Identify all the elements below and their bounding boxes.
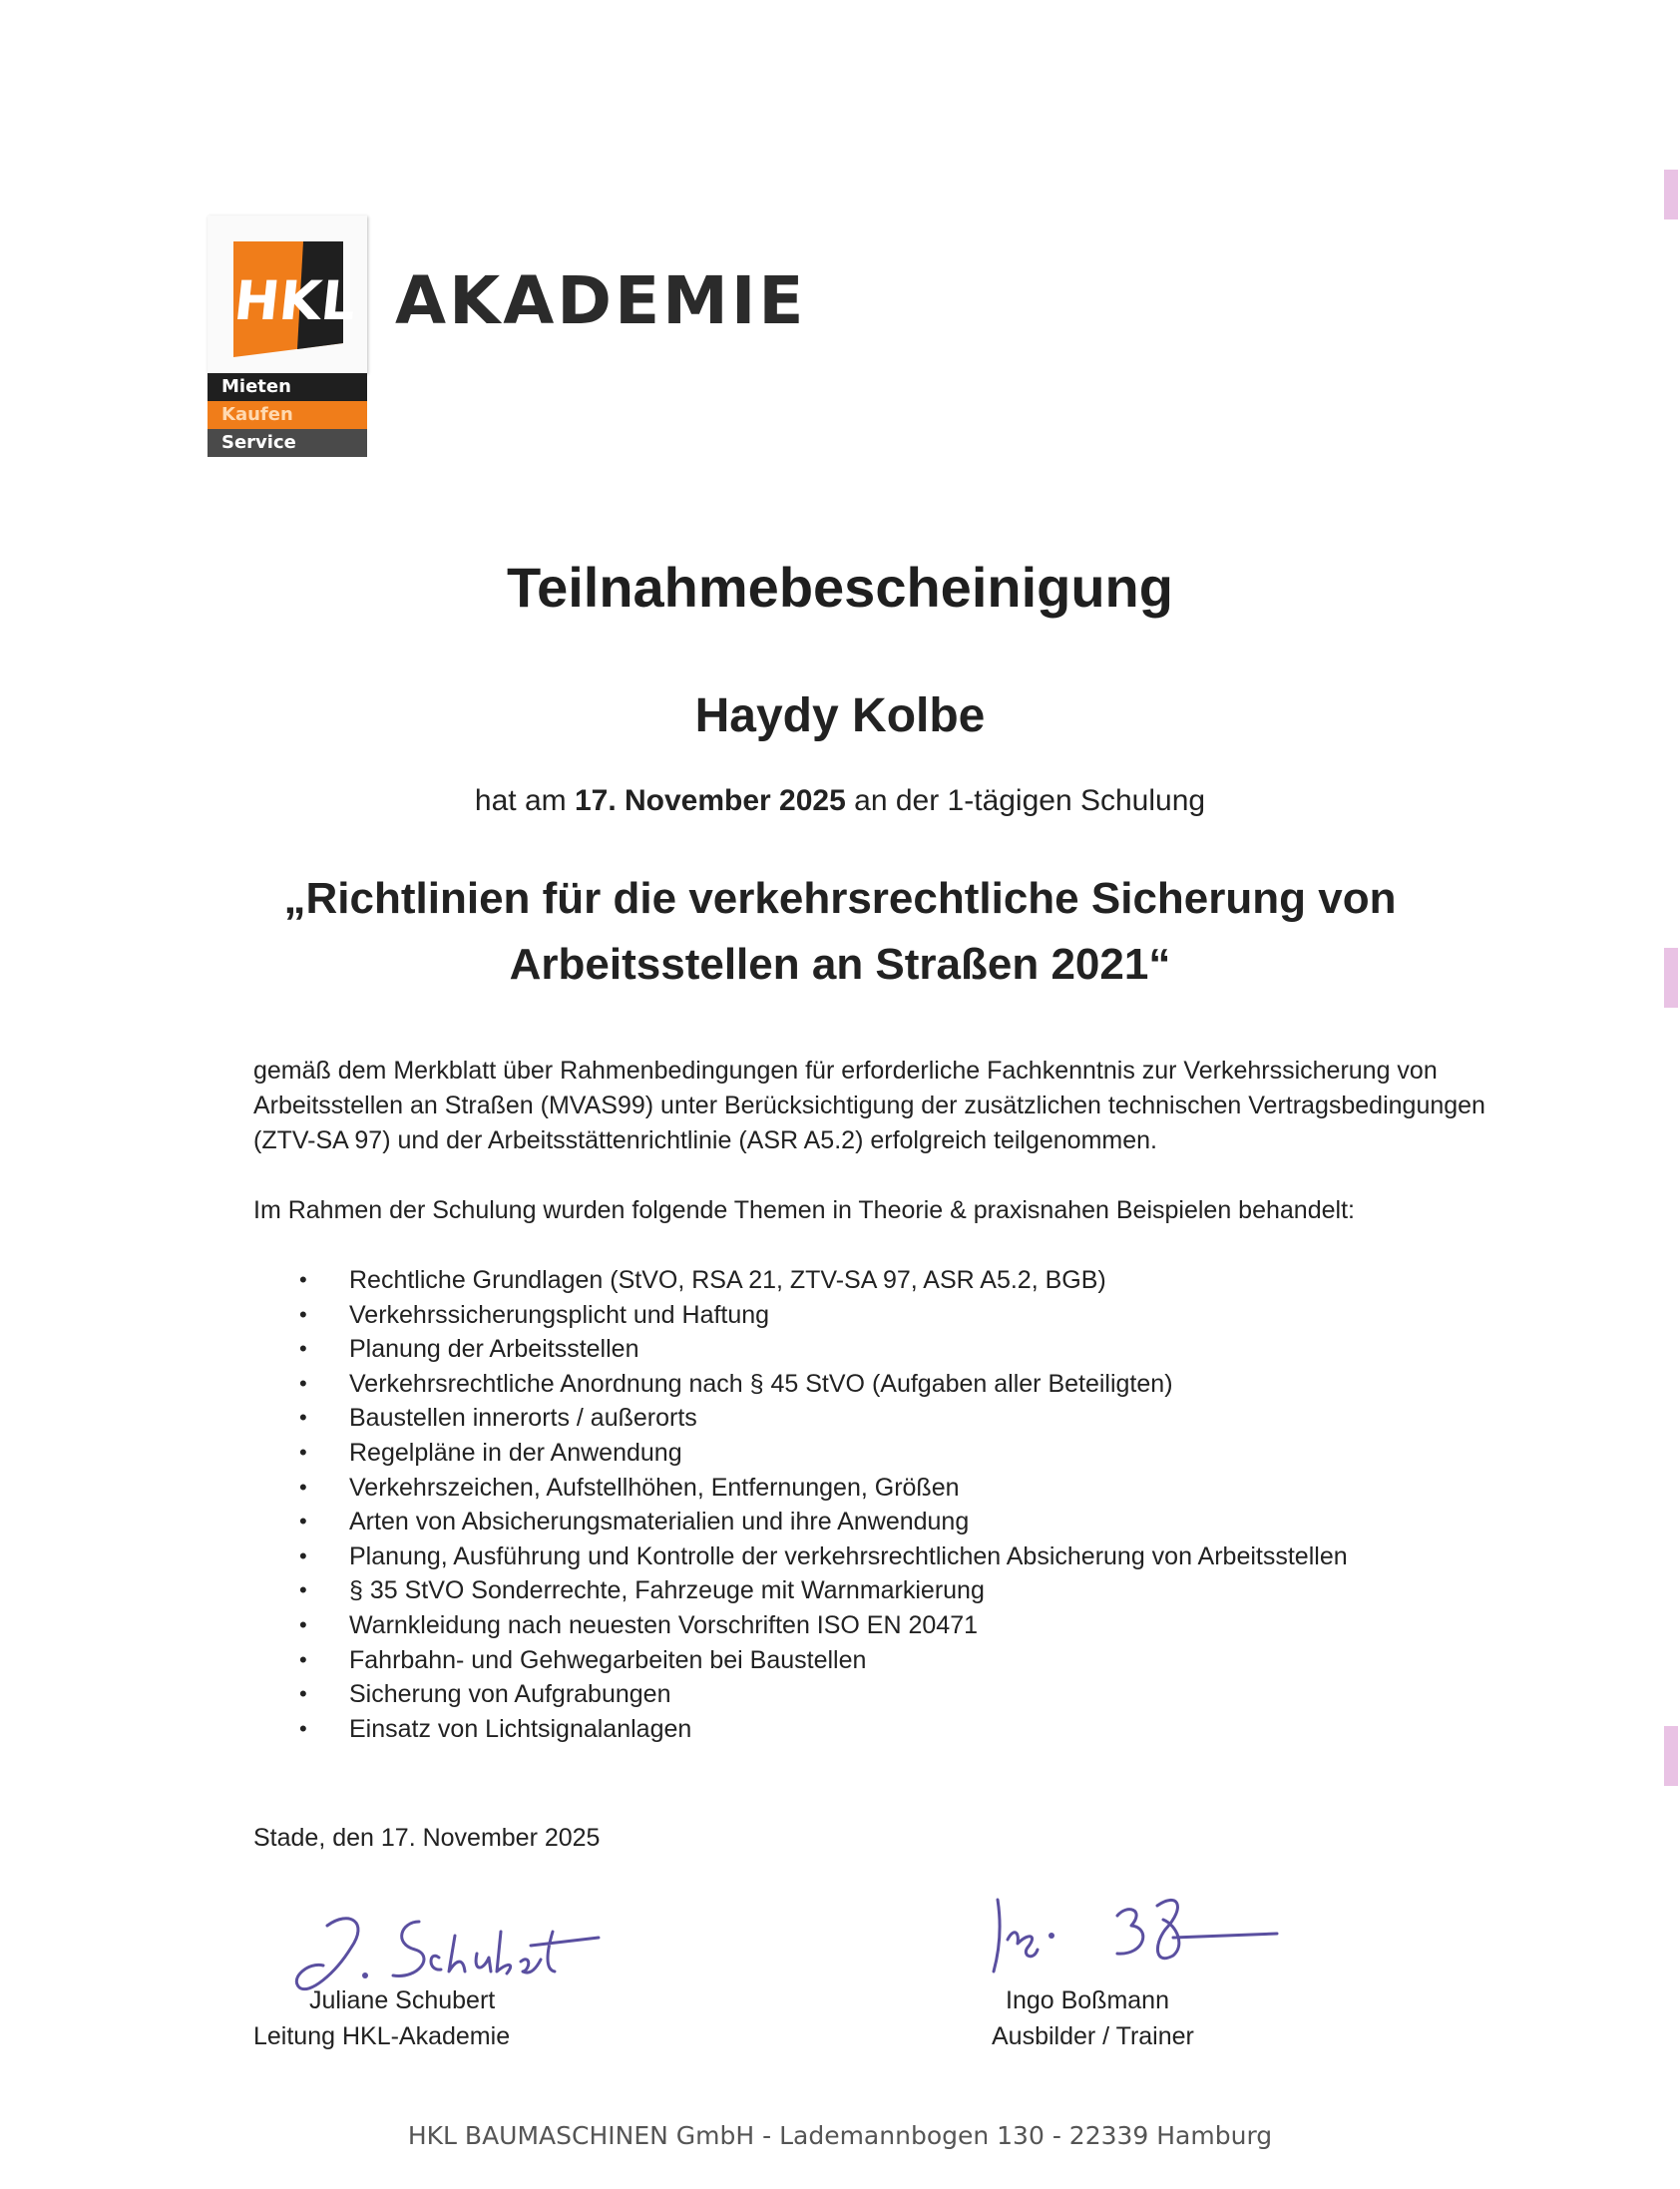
list-item: • Planung der Arbeitsstellen: [299, 1332, 1348, 1367]
footer-address: HKL BAUMASCHINEN GmbH - Lademannbogen 130 - 22339 Hamburg: [407, 2121, 1273, 2150]
list-item: • Verkehrszeichen, Aufstellhöhen, Entfernungen, Größen: [299, 1471, 1348, 1506]
course-title-line-2: Arbeitsstellen an Straßen 2021“: [509, 940, 1171, 989]
logo-band-service: Service: [208, 429, 367, 457]
scan-artifact: [1664, 948, 1678, 1008]
hkl-logo-mark: [208, 216, 367, 373]
hkl-logo: [208, 216, 367, 459]
compliance-paragraph: gemäß dem Merkblatt über Rahmenbedingungen für erforderliche Fachkenntnis zur Verkehrssicherung von Arbeitsstellen an Straßen (MVAS99) unter Berücksichtigung der zusätzlichen technischen Vertragsbedingungen (ZTV-SA 97) und der Arbeitsstättenrichtlinie (ASR A5.2) erfolgreich teilgenommen.: [253, 1057, 1485, 1154]
list-item: • Verkehrsrechtliche Anordnung nach § 45 StVO (Aufgaben aller Beteiligten): [299, 1367, 1348, 1402]
signer-1-name: Juliane Schubert: [309, 1986, 496, 2014]
participant-name: Haydy Kolbe: [694, 689, 986, 742]
list-item: • Verkehrssicherungsplicht und Haftung: [299, 1298, 1348, 1333]
signer-2-name: Ingo Boßmann: [1006, 1986, 1169, 2014]
signature-bossmann: [978, 1876, 1297, 1985]
logo-band-mieten: Mieten: [208, 373, 367, 401]
brand-title: AKADEMIE: [395, 262, 807, 339]
list-item: • Fahrbahn- und Gehwegarbeiten bei Baustellen: [299, 1643, 1348, 1678]
list-item: • Einsatz von Lichtsignalanlagen: [299, 1712, 1348, 1747]
signer-1-role: Leitung HKL-Akademie: [253, 2022, 511, 2050]
signer-2-role: Ausbilder / Trainer: [992, 2022, 1194, 2050]
hkl-logo-graphic: [208, 216, 367, 373]
logo-band-kaufen: Kaufen: [208, 401, 367, 429]
list-item: • Rechtliche Grundlagen (StVO, RSA 21, ZTV-SA 97, ASR A5.2, BGB): [299, 1263, 1348, 1298]
date-suffix: an der 1-tägigen Schulung: [854, 784, 1206, 817]
list-item: • Warnkleidung nach neuesten Vorschriften ISO EN 20471: [299, 1608, 1348, 1643]
topics-intro: Im Rahmen der Schulung wurden folgende Themen in Theorie & praxisnahen Beispielen behandelt:: [253, 1196, 1355, 1224]
list-item: • Sicherung von Aufgrabungen: [299, 1677, 1348, 1712]
list-item: • Arten von Absicherungsmaterialien und ihre Anwendung: [299, 1505, 1348, 1539]
course-date: 17. November 2025: [574, 784, 846, 817]
scan-artifact: [1664, 1726, 1678, 1786]
date-line: [0, 784, 1680, 818]
topics-list: [299, 1263, 1348, 1746]
list-item: • § 35 StVO Sonderrechte, Fahrzeuge mit Warnmarkierung: [299, 1573, 1348, 1608]
list-item: • Planung, Ausführung und Kontrolle der verkehrsrechtlichen Absicherung von Arbeitsstellen: [299, 1539, 1348, 1574]
scan-artifact: [1664, 170, 1678, 219]
list-item: • Baustellen innerorts / außerorts: [299, 1401, 1348, 1436]
hkl-logo-text: HKL: [230, 269, 359, 332]
date-prefix: hat am: [474, 784, 567, 817]
certificate-title: Teilnahmebescheinigung: [507, 556, 1173, 619]
course-title-line-1: „Richtlinien für die verkehrsrechtliche Sicherung von: [283, 874, 1397, 923]
place-date: Stade, den 17. November 2025: [253, 1824, 601, 1852]
list-item: • Regelpläne in der Anwendung: [299, 1436, 1348, 1471]
course-title: [0, 866, 1680, 998]
